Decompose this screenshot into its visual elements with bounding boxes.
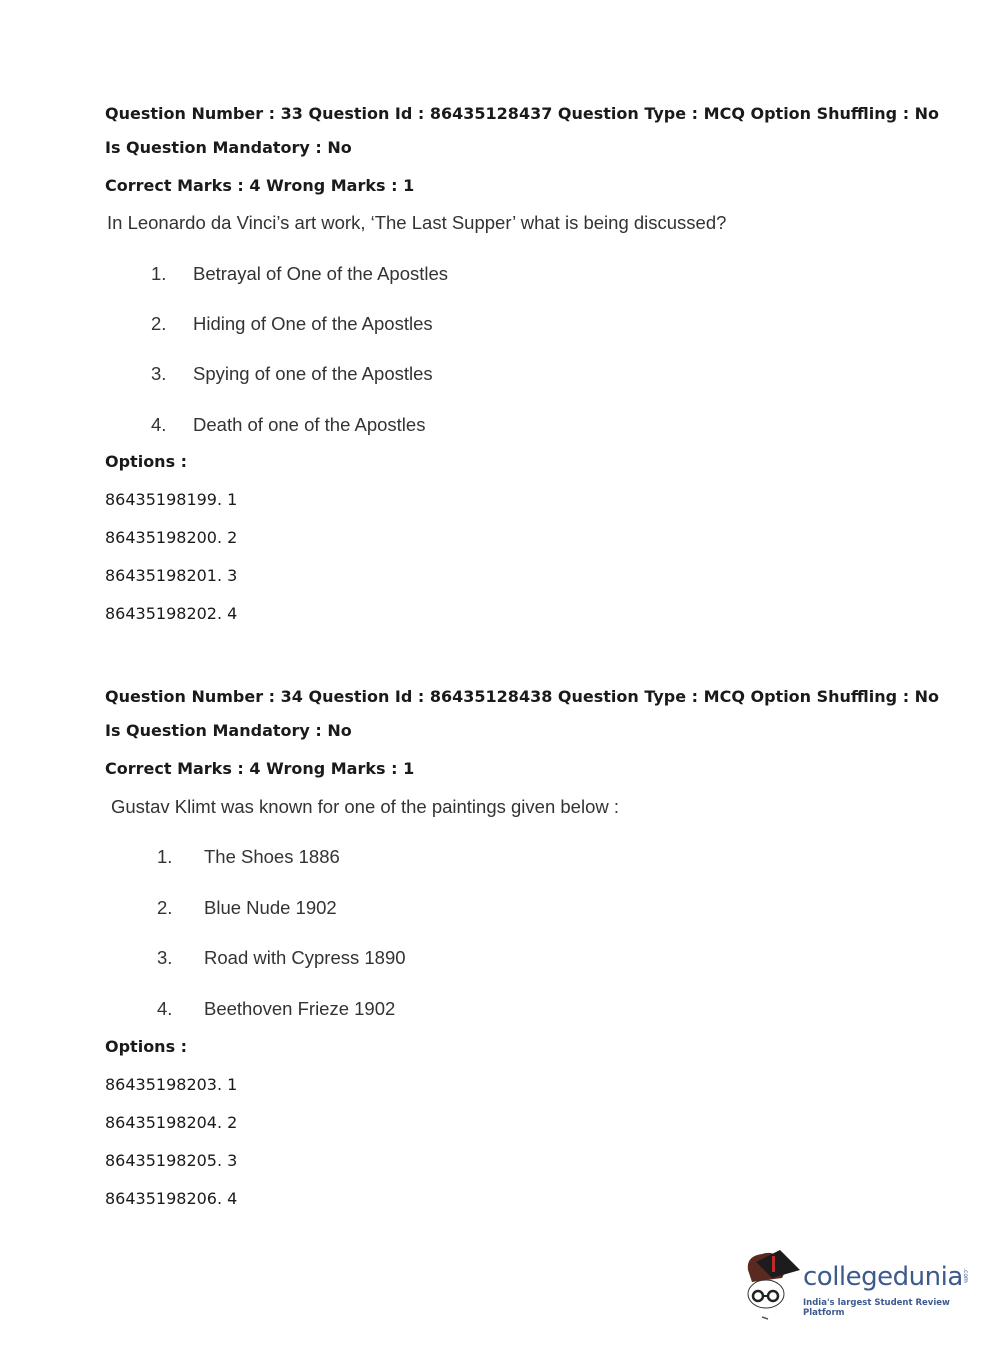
option-id: 86435198205. 3 — [105, 1151, 238, 1170]
question-mandatory: Is Question Mandatory : No — [105, 721, 352, 740]
choice-number: 3. — [151, 363, 167, 384]
logo-tagline: India's largest Student Review Platform — [803, 1298, 950, 1318]
question-mandatory: Is Question Mandatory : No — [105, 138, 352, 157]
option-id: 86435198201. 3 — [105, 566, 238, 585]
choice-label: The Shoes 1886 — [204, 846, 340, 867]
choice-number: 4. — [157, 998, 173, 1019]
choice-number: 3. — [157, 947, 173, 968]
option-id: 86435198204. 2 — [105, 1113, 238, 1132]
option-id: 86435198203. 1 — [105, 1075, 238, 1094]
choice-label: Death of one of the Apostles — [193, 414, 426, 435]
question-text: Gustav Klimt was known for one of the paintings given below : — [111, 796, 619, 817]
choice-label: Blue Nude 1902 — [204, 897, 337, 918]
choice-label: Road with Cypress 1890 — [204, 947, 406, 968]
options-label: Options : — [105, 1037, 188, 1056]
question-text: In Leonardo da Vinci’s art work, ‘The Last Supper’ what is being discussed? — [107, 212, 727, 233]
question-marks: Correct Marks : 4 Wrong Marks : 1 — [105, 176, 415, 195]
option-id: 86435198202. 4 — [105, 604, 238, 623]
question-marks: Correct Marks : 4 Wrong Marks : 1 — [105, 759, 415, 778]
options-label: Options : — [105, 452, 188, 471]
mascot-icon — [742, 1248, 802, 1320]
choice-label: Betrayal of One of the Apostles — [193, 263, 449, 284]
choice-number: 2. — [157, 897, 173, 918]
logo-brand: collegedunia — [803, 1262, 963, 1292]
choice-label: Spying of one of the Apostles — [193, 363, 433, 384]
choice-number: 4. — [151, 414, 167, 435]
option-id: 86435198199. 1 — [105, 490, 238, 509]
choice-label: Hiding of One of the Apostles — [193, 313, 433, 334]
option-id: 86435198200. 2 — [105, 528, 238, 547]
choice-label: Beethoven Frieze 1902 — [204, 998, 396, 1019]
collegedunia-logo — [742, 1248, 972, 1320]
choice-number: 1. — [157, 846, 173, 867]
choice-number: 1. — [151, 263, 167, 284]
question-header: Question Number : 33 Question Id : 86435128437 Question Type : MCQ Option Shuffling : No — [105, 104, 940, 123]
option-id: 86435198206. 4 — [105, 1189, 238, 1208]
logo-suffix: .com — [961, 1268, 969, 1283]
choice-number: 2. — [151, 313, 167, 334]
question-header: Question Number : 34 Question Id : 86435128438 Question Type : MCQ Option Shuffling : No — [105, 687, 940, 706]
